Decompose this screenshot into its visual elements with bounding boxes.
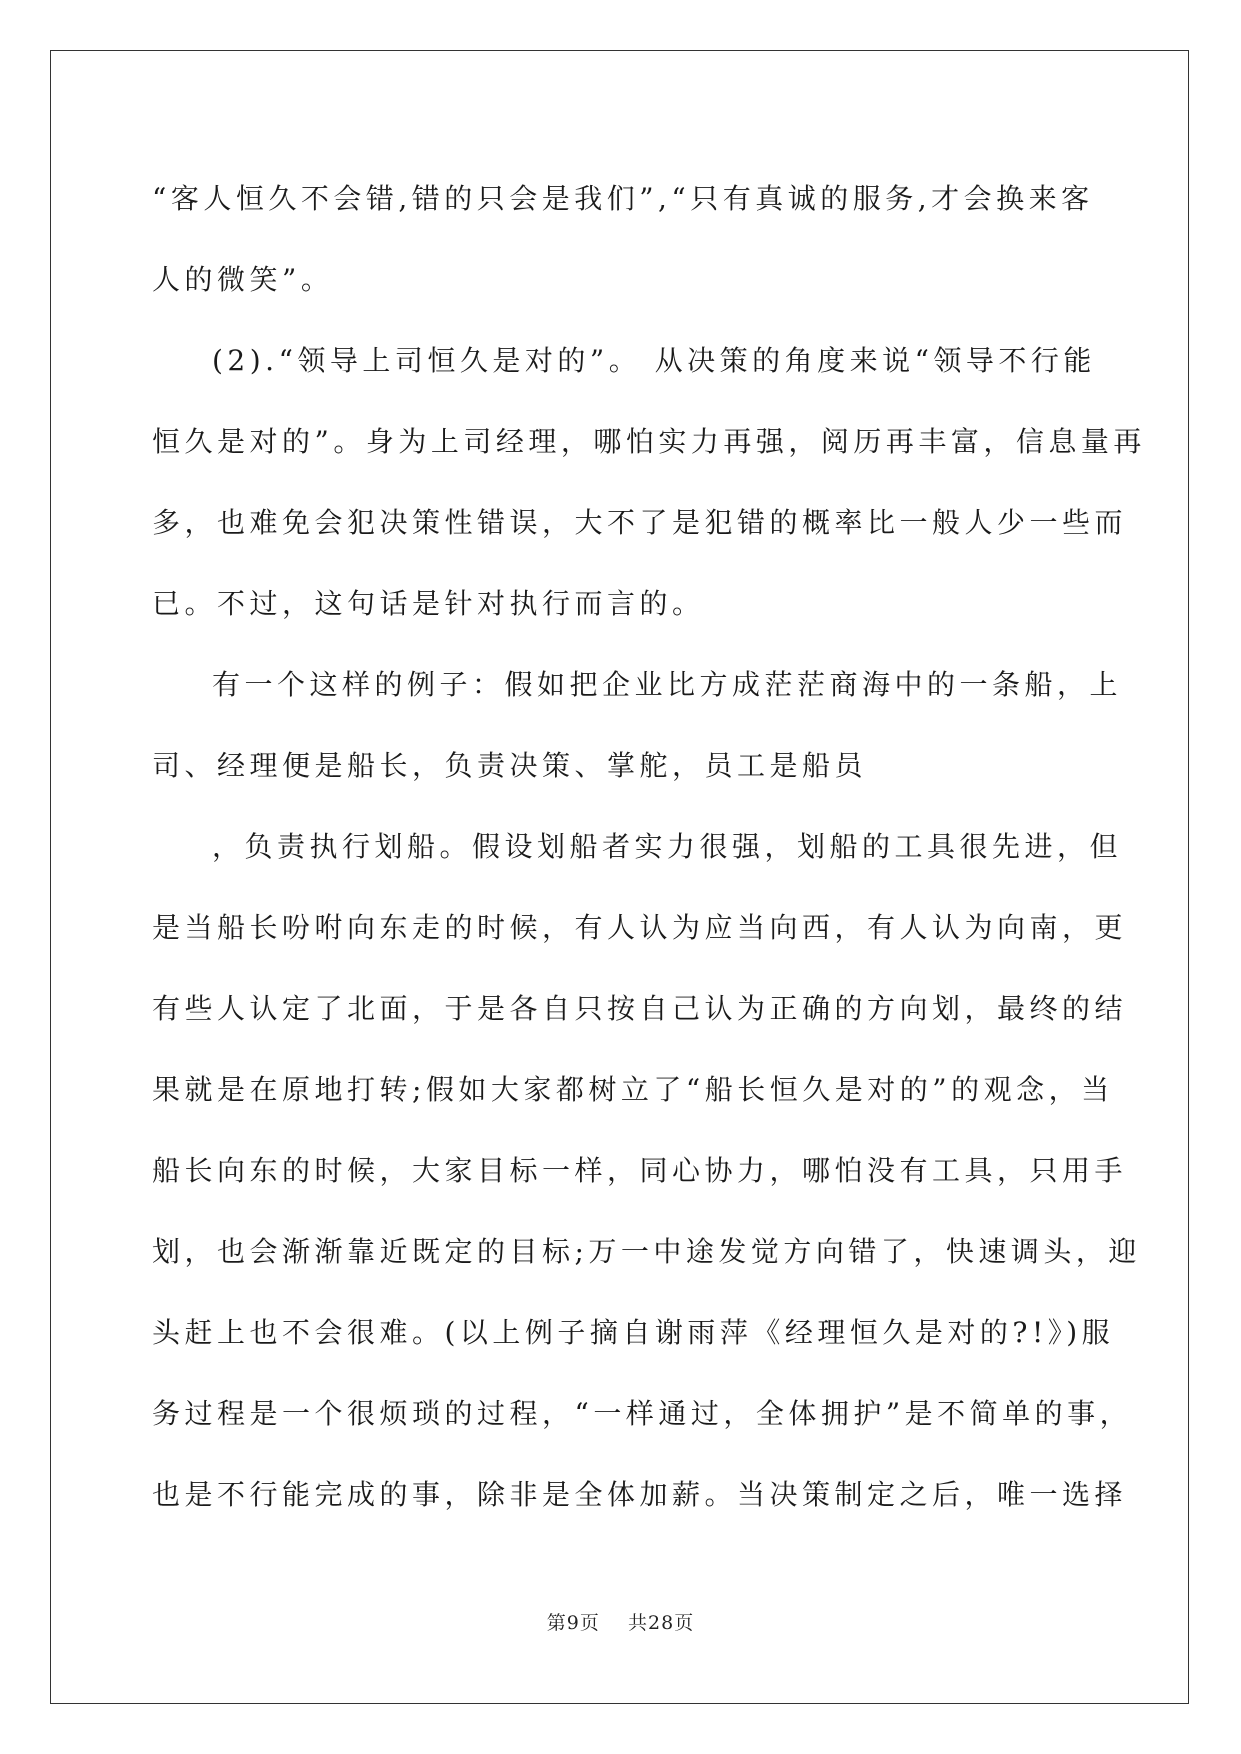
text-line-2: 人的微笑”。 [152,263,334,296]
text-line-17: 也是不行能完成的事，除非是全体加薪。当决策制定之后，唯一选择 [152,1478,1128,1511]
text-line-9: ，负责执行划船。假设划船者实力很强，划船的工具很先进，但 [212,830,1123,863]
text-line-6: 已。不过，这句话是针对执行而言的。 [152,587,705,620]
text-line-15: 头赶上也不会很难。(以上例子摘自谢雨萍《经理恒久是对的?!》)服 [152,1316,1115,1349]
text-line-4: 恒久是对的”。身为上司经理，哪怕实力再强，阅历再丰富，信息量再 [152,425,1146,458]
text-line-5: 多，也难免会犯决策性错误，大不了是犯错的概率比一般人少一些而 [152,506,1128,539]
text-line-8: 司、经理便是船长，负责决策、掌舵，员工是船员 [152,749,868,782]
text-line-16: 务过程是一个很烦琐的过程，“一样通过，全体拥护”是不简单的事， [152,1397,1133,1430]
text-line-3: (2).“领导上司恒久是对的”。 从决策的角度来说“领导不行能 [212,344,1096,377]
text-line-10: 是当船长吩咐向东走的时候，有人认为应当向西，有人认为向南，更 [152,911,1128,944]
text-line-1: “客人恒久不会错,错的只会是我们”,“只有真诚的服务,才会换来客 [152,182,1094,215]
text-line-12: 果就是在原地打转;假如大家都树立了“船长恒久是对的”的观念，当 [152,1073,1114,1106]
document-body [152,158,1146,1535]
text-line-13: 船长向东的时候，大家目标一样，同心协力，哪怕没有工具，只用手 [152,1154,1128,1187]
page-footer [0,1608,1241,1635]
page-total: 共28页 [628,1612,695,1634]
page-number: 第9页 [546,1612,600,1634]
text-line-7: 有一个这样的例子：假如把企业比方成茫茫商海中的一条船，上 [212,668,1123,701]
text-line-14: 划，也会渐渐靠近既定的目标;万一中途发觉方向错了，快速调头，迎 [152,1235,1141,1268]
text-line-11: 有些人认定了北面，于是各自只按自己认为正确的方向划，最终的结 [152,992,1128,1025]
